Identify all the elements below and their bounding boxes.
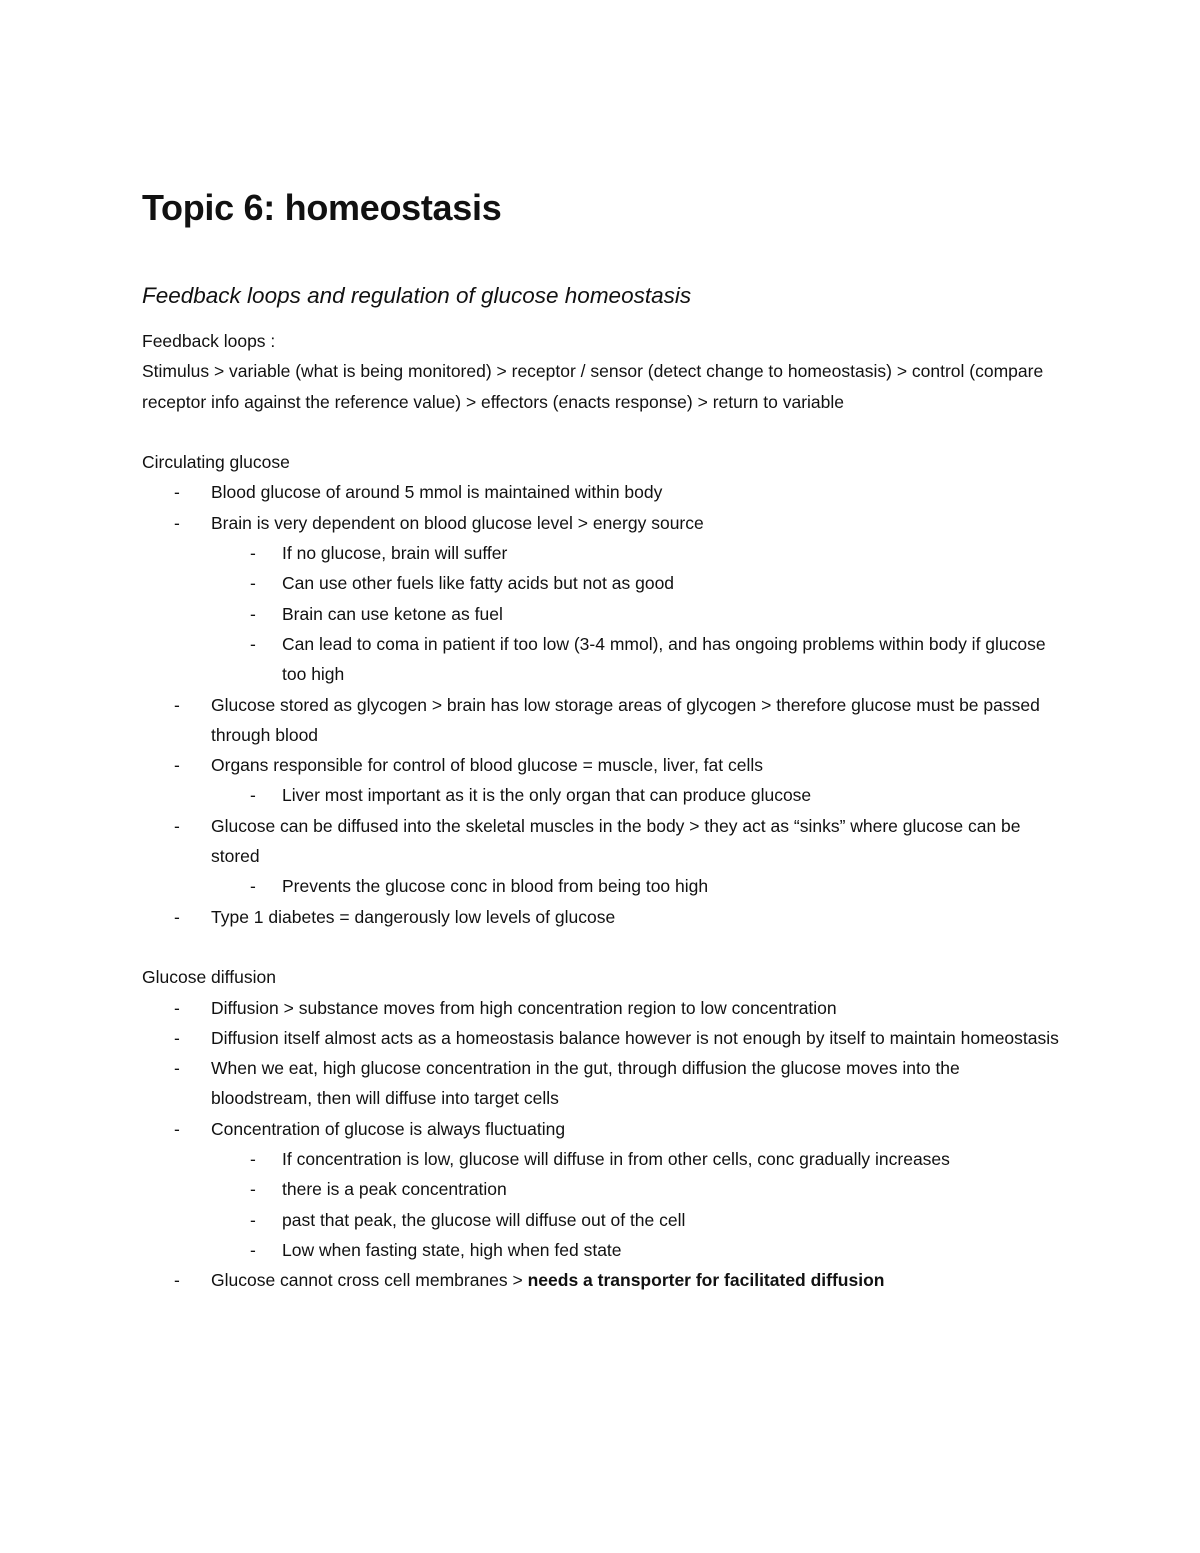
page-title: Topic 6: homeostasis [142, 187, 502, 228]
list-item-text: Brain can use ketone as fuel [282, 603, 503, 624]
list-item [142, 1265, 1062, 1295]
bullet-dash: - [174, 694, 180, 715]
list-item-text: Liver most important as it is the only organ that can produce glucose [282, 785, 812, 806]
list-item-text: Diffusion > substance moves from high concentration region to low concentration [211, 997, 837, 1018]
list-item-text: Glucose can be diffused into the skeletal muscles in the body > they act as “sinks” where glucose can be stored [211, 815, 1021, 867]
list-item-text: When we eat, high glucose concentration in the gut, through diffusion the glucose moves into the bloodstream, then will diffuse into target cells [211, 1058, 960, 1109]
circulating-heading: Circulating glucose [142, 452, 290, 473]
list-item-text: If concentration is low, glucose will diffuse in from other cells, conc gradually increases [282, 1149, 950, 1170]
feedback-text: Stimulus > variable (what is being monitored) > receptor / sensor (detect change to homeostasis) > control (compare receptor info against the reference value) > effectors (enacts response) > return to variable [142, 361, 1044, 412]
feedback-heading: Feedback loops : [142, 331, 276, 351]
sub-list-item [142, 1205, 1062, 1235]
section-subtitle: Feedback loops and regulation of glucose homeostasis [142, 283, 692, 308]
list-item-text: Organs responsible for control of blood glucose = muscle, liver, fat cells [211, 755, 764, 776]
bullet-dash: - [250, 1149, 256, 1170]
list-item [142, 477, 1062, 507]
list-item [142, 993, 1062, 1023]
list-item-text: If no glucose, brain will suffer [282, 543, 508, 564]
list-item [142, 902, 1062, 932]
sub-list-item [142, 780, 1062, 810]
list-item [142, 1114, 1062, 1144]
sub-list-item [142, 1144, 1062, 1174]
list-item [142, 508, 1062, 538]
bullet-dash: - [174, 1118, 180, 1139]
bullet-dash: - [174, 1058, 180, 1079]
bullet-dash: - [174, 512, 180, 533]
list-item-text: Prevents the glucose conc in blood from being too high [282, 876, 709, 897]
list-item-text: Can lead to coma in patient if too low (3-4 mmol), and has ongoing problems within body if glucose too high [282, 633, 1046, 685]
bullet-dash: - [250, 876, 256, 897]
list-item-text: past that peak, the glucose will diffuse out of the cell [282, 1209, 686, 1230]
bullet-dash: - [174, 755, 180, 776]
sub-list-item [142, 629, 1062, 690]
document-body [142, 326, 1062, 1296]
list-item-text: there is a peak concentration [282, 1179, 507, 1200]
bullet-dash: - [250, 1239, 256, 1260]
list-item [142, 811, 1062, 872]
list-item [142, 1023, 1062, 1053]
bullet-dash: - [250, 573, 256, 594]
list-item-text: Type 1 diabetes = dangerously low levels of glucose [211, 906, 616, 927]
spacer [142, 417, 1062, 447]
list-item-text: Concentration of glucose is always fluctuating [211, 1118, 566, 1139]
bullet-dash: - [174, 997, 180, 1018]
list-item [142, 750, 1062, 780]
list-item-text: Glucose stored as glycogen > brain has low storage areas of glycogen > therefore glucose must be passed through blood [211, 694, 1040, 745]
bullet-dash: - [174, 815, 180, 836]
list-item-text: Diffusion itself almost acts as a homeostasis balance however is not enough by itself to maintain homeostasis [211, 1027, 1059, 1048]
bullet-dash: - [174, 482, 180, 503]
diffusion-heading: Glucose diffusion [142, 967, 276, 988]
list-item [142, 690, 1062, 751]
sub-list-item [142, 871, 1062, 901]
sub-list-item [142, 599, 1062, 629]
bullet-dash: - [250, 1209, 256, 1230]
list-item-text: Can use other fuels like fatty acids but not as good [282, 573, 675, 594]
bullet-dash: - [250, 1179, 256, 1200]
spacer [142, 932, 1062, 962]
bullet-dash: - [250, 603, 256, 624]
sub-list-item [142, 538, 1062, 568]
bullet-dash: - [250, 785, 256, 806]
sub-list-item [142, 1174, 1062, 1204]
list-item-text: Low when fasting state, high when fed state [282, 1239, 622, 1260]
list-item-text: Blood glucose of around 5 mmol is maintained within body [211, 482, 663, 503]
bullet-dash: - [250, 633, 256, 654]
bullet-dash: - [174, 906, 180, 927]
list-item-text: Glucose cannot cross cell membranes > [211, 1270, 528, 1291]
emphasis-text: needs a transporter for facilitated diffusion [527, 1270, 885, 1291]
sub-list-item [142, 568, 1062, 598]
list-item [142, 1053, 1062, 1114]
bullet-dash: - [250, 543, 256, 564]
sub-list-item [142, 1235, 1062, 1265]
bullet-dash: - [174, 1027, 180, 1048]
bullet-dash: - [174, 1270, 180, 1291]
list-item-text: Brain is very dependent on blood glucose level > energy source [211, 512, 704, 533]
